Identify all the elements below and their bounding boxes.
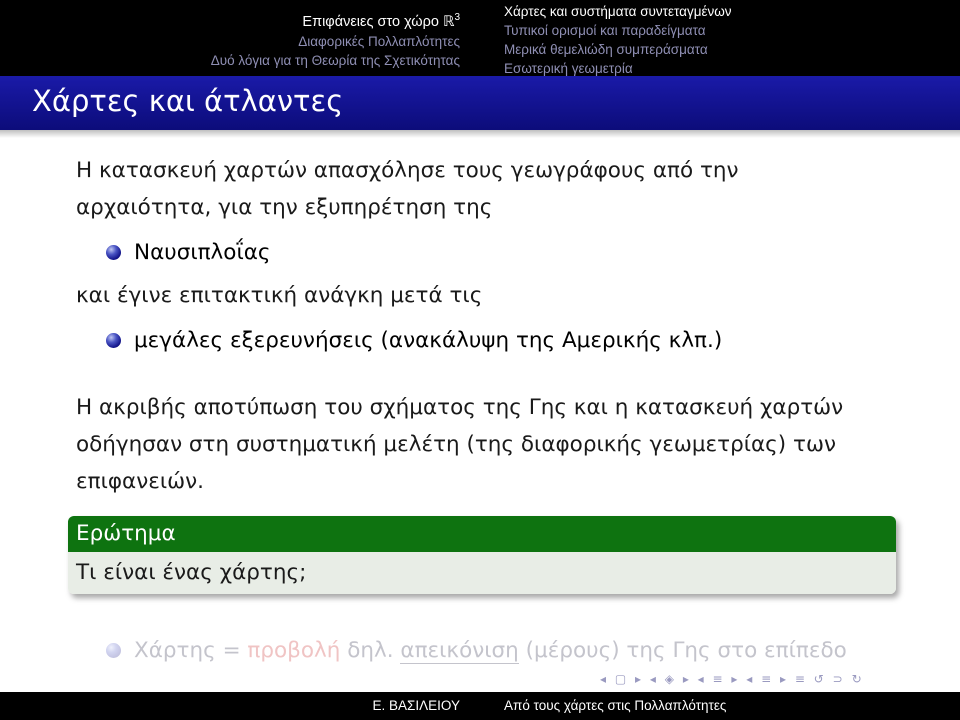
footer-title: Από τους χάρτες στις Πολλαπλότητες <box>504 698 727 713</box>
paragraph-transition: και έγινε επιτακτική ανάγκη μετά τις <box>76 283 483 308</box>
nav-subsection[interactable]: Τυπικοί ορισμοί και παραδείγματα <box>504 23 706 38</box>
question-block <box>68 516 896 594</box>
text-line: Η κατασκευή χαρτών απασχόλησε τους γεωγράφους από την <box>76 158 739 183</box>
nav-forward-icon[interactable]: ↻ <box>851 672 862 686</box>
nav-subsection-active[interactable]: Χάρτες και συστήματα συντεταγμένων <box>504 4 732 19</box>
nav-subsection-prev-icon[interactable]: ◂ <box>649 672 656 686</box>
nav-subsection-next-icon[interactable]: ▸ <box>682 672 689 686</box>
nav-frame-prev-icon[interactable]: ◂ <box>600 672 607 686</box>
nav-section[interactable]: Διαφορικές Πολλαπλότητες <box>298 34 460 49</box>
list-item <box>76 234 936 271</box>
faded-text: δηλ. <box>340 638 401 663</box>
list-item-text: μεγάλες εξερευνήσεις (ανακάλυψη της Αμερικής κλπ.) <box>134 328 723 353</box>
faded-text: Χάρτης = <box>134 638 248 663</box>
faded-highlight: προβολή <box>247 638 341 663</box>
footline-bar <box>0 692 960 720</box>
text-line: οδήγησαν στη συστηματική μελέτη (της διαφορικής γεωμετρίας) των <box>76 432 836 457</box>
headline-subsections <box>482 0 960 76</box>
nav-section-icon[interactable]: ≡ <box>712 672 723 686</box>
block-body: Τι είναι ένας χάρτης; <box>68 552 896 594</box>
frame-title-bar <box>0 76 960 130</box>
nav-appendix-icon[interactable]: ≡ <box>794 672 805 686</box>
bullet-icon <box>106 643 121 658</box>
headline-bar <box>0 0 960 76</box>
nav-subsection[interactable]: Εσωτερική γεωμετρία <box>504 61 633 76</box>
nav-section-active[interactable] <box>0 8 460 32</box>
text-line: αρχαιότητα, για την εξυπηρέτηση της <box>76 195 493 220</box>
nav-frame-next-icon[interactable]: ▸ <box>635 672 642 686</box>
nav-section-prev-icon[interactable]: ◂ <box>697 672 704 686</box>
nav-doc-icon[interactable]: ≡ <box>761 672 772 686</box>
text-line: επιφανειών. <box>76 469 204 494</box>
section-label: Επιφάνειες στο χώρο <box>302 14 443 30</box>
paragraph-intro <box>76 152 936 226</box>
bullet-icon <box>106 245 121 260</box>
section-symbol: ℝ <box>442 14 455 30</box>
faded-underlined: απεικόνιση <box>400 638 519 663</box>
footer-author: Ε. ΒΑΣΙΛΕΙΟΥ <box>372 698 460 713</box>
list-item <box>76 322 936 359</box>
headline-sections <box>0 0 482 76</box>
nav-doc-prev-icon[interactable]: ◂ <box>746 672 753 686</box>
bullet-icon <box>106 333 121 348</box>
list-item-text: Ναυσιπλοΐας <box>134 240 271 265</box>
nav-back-icon[interactable]: ↺ <box>813 672 824 686</box>
faded-text: (μέρους) της Γης στο επίπεδο <box>518 638 847 663</box>
nav-frame-icon[interactable]: ▢ <box>614 672 627 686</box>
title-shadow <box>0 130 960 138</box>
frame-title: Χάρτες και άτλαντες <box>32 84 344 118</box>
nav-subsection-icon[interactable]: ◈ <box>664 672 674 686</box>
section-sup: 3 <box>454 12 460 23</box>
nav-doc-next-icon[interactable]: ▸ <box>780 672 787 686</box>
paragraph-conclusion <box>76 389 936 500</box>
nav-search-icon[interactable]: ⊃ <box>832 672 843 686</box>
nav-section[interactable]: Δυό λόγια για τη Θεωρία της Σχετικότητας <box>210 53 460 68</box>
block-title: Ερώτημα <box>68 516 896 552</box>
text-line: Η ακριβής αποτύπωση του σχήματος της Γης και η κατασκευή χαρτών <box>76 395 844 420</box>
slide-content <box>76 152 936 500</box>
nav-section-next-icon[interactable]: ▸ <box>731 672 738 686</box>
nav-subsection[interactable]: Μερικά θεμελιώδη συμπεράσματα <box>504 42 708 57</box>
navigation-symbols <box>600 672 960 690</box>
faded-list-item <box>76 632 936 669</box>
